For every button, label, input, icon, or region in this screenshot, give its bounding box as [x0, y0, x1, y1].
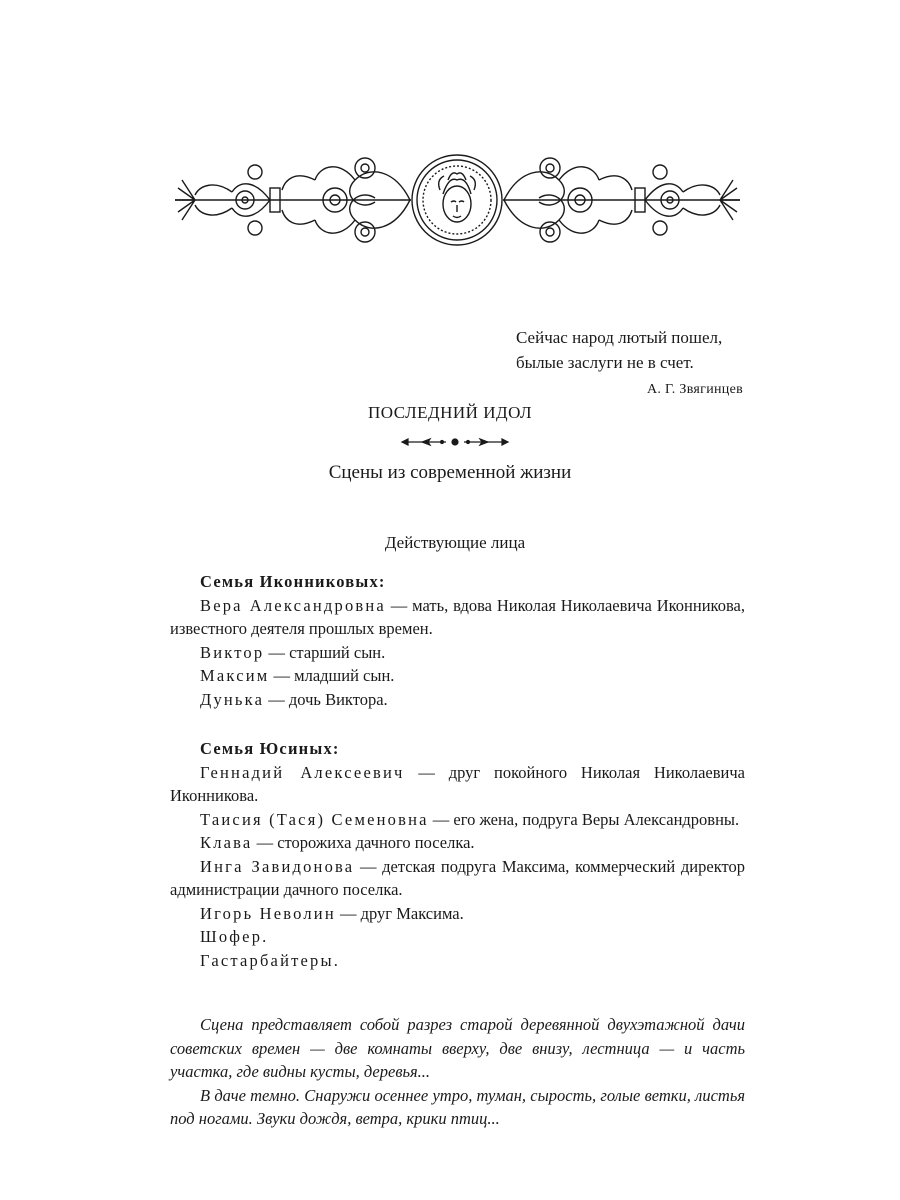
character-name: Геннадий Алексеевич: [200, 762, 405, 782]
epigraph-line: былые заслуги не в счет.: [516, 353, 694, 372]
character-description: — младший сын.: [269, 666, 395, 685]
cast-family-yusin: [170, 737, 745, 972]
character-description: — друг Максима.: [335, 903, 464, 923]
cast-member: [170, 641, 745, 665]
character-name: Таисия (Тася) Семеновна: [200, 809, 429, 829]
character-name: Вера Александровна: [200, 595, 386, 615]
cast-member: [170, 925, 745, 949]
cast-member: [170, 902, 745, 926]
character-description: .: [262, 927, 267, 946]
stage-directions: [170, 1013, 745, 1131]
play-subtitle: Сцены из современной жизни: [328, 462, 572, 483]
epigraph-author: А. Г. Звягинцев: [646, 382, 743, 397]
decorative-ornament-headpiece: [170, 150, 745, 250]
character-name: Шофер: [200, 927, 263, 946]
cast-member: [170, 594, 745, 641]
cast-member: [170, 831, 745, 855]
character-description: — его жена, подруга Веры Александровны.: [428, 809, 740, 829]
character-name: Гастарбайтеры: [200, 950, 334, 970]
epigraph-line: Сейчас народ лютый пошел,: [516, 328, 723, 347]
cast-member: [170, 949, 745, 973]
family-label: Семья Иконниковых:: [200, 572, 386, 591]
stage-direction-paragraph: В даче темно. Снаружи осеннее утро, туман, сырость, голые ветки, листья под ногами. Звуки дождя, ветра, крики птиц...: [170, 1085, 745, 1128]
epigraph: [516, 325, 756, 375]
character-description: — сторожиха дачного поселка.: [252, 833, 475, 852]
cast-member: [170, 761, 745, 808]
stage-direction-paragraph: Сцена представляет собой разрез старой деревянной двухэтажной дачи советских времен — две комнаты вверху, две внизу, лестница — и часть участка, где видны кусты, деревья...: [170, 1015, 745, 1081]
cast-member: [170, 664, 745, 688]
cast-heading: Действующие лица: [384, 533, 526, 552]
character-description: — друг покойного Николая Николаевича Иконникова.: [170, 762, 745, 805]
character-description: .: [333, 950, 338, 970]
title-divider-ornament: [400, 436, 510, 448]
character-description: — мать, вдова Николая Николаевича Иконникова, известного деятеля прошлых времен.: [170, 595, 745, 638]
character-name: Клава: [200, 833, 253, 852]
cast-family-iconnikov: [170, 570, 745, 711]
character-description: — детская подруга Максима, коммерческий директор администрации дачного поселка.: [170, 856, 745, 899]
play-title: ПОСЛЕДНИЙ ИДОЛ: [367, 403, 533, 422]
character-description: — старший сын.: [264, 642, 386, 662]
character-name: Инга Завидонова: [200, 856, 355, 876]
character-name: Игорь Неволин: [200, 903, 336, 923]
cast-member: [170, 808, 745, 832]
character-name: Дунька: [200, 689, 265, 709]
character-description: — дочь Виктора.: [264, 689, 388, 709]
family-label: Семья Юсиных:: [200, 739, 340, 758]
character-name: Виктор: [200, 642, 265, 662]
character-name: Максим: [200, 666, 270, 685]
cast-member: [170, 855, 745, 902]
cast-member: [170, 688, 745, 712]
